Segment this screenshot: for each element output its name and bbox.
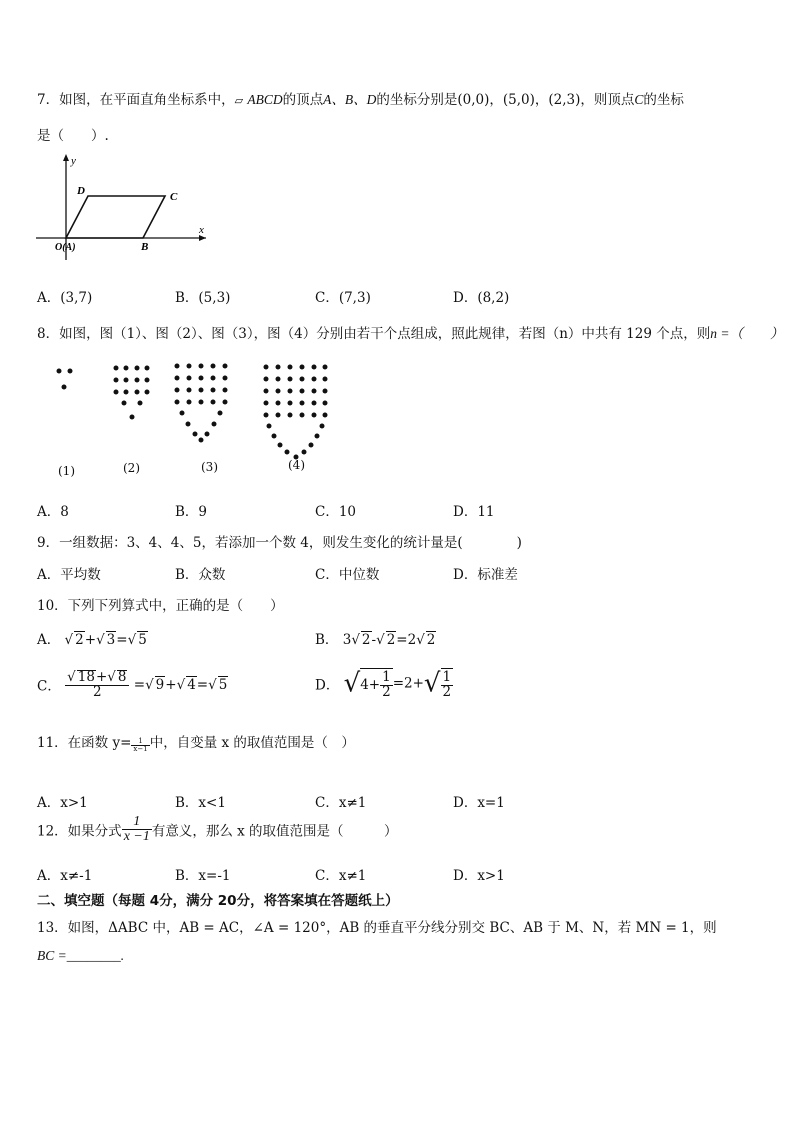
q11-option-c: C．x≠1 <box>315 795 367 811</box>
q7-option-b: B．(5,3) <box>175 290 231 306</box>
point-O-label: O(A) <box>55 242 76 253</box>
dot-figure-4 <box>264 365 328 460</box>
q9-option-b: B．众数 <box>175 567 226 583</box>
section-2-title: 二、填空题（每题 4分，满分 20分，将答案填在答题纸上） <box>37 893 399 909</box>
point-C-label: C <box>170 191 178 203</box>
q8-option-c: C．10 <box>315 504 357 520</box>
q7-parallelogram-figure <box>36 152 216 264</box>
q9-text: 9．一组数据：3、4、4、5，若添加一个数 4，则发生变化的统计量是( ) <box>37 535 522 551</box>
q10-option-c: C． √ $\frac{18+√ 8}{2}$ =√ 9+√ 4=√ 5 <box>37 670 228 699</box>
q8-fig-label-1: (1) <box>58 464 75 478</box>
q7-line2: 是（ ）. <box>37 128 109 144</box>
parallelogram-icon: ▱ <box>234 94 244 107</box>
q11-option-a: A．x>1 <box>37 795 88 811</box>
q12-option-b: B．x=-1 <box>175 868 231 884</box>
q12-option-a: A．x≠-1 <box>37 868 93 884</box>
y-axis-label: y <box>71 155 76 167</box>
q12-option-d: D．x>1 <box>453 868 505 884</box>
q8-fig-label-3: (3) <box>201 460 218 474</box>
q11-text: 11．在函数 y= $\frac{1}{x-1}$ 中，自变量 x 的取值范围是（ ） <box>37 735 355 753</box>
dot-figure-3 <box>175 364 228 443</box>
q8-option-a: A．8 <box>37 504 69 520</box>
dot-figure-1 <box>57 369 73 390</box>
q10-option-b: B． 3√ 2-√ 2=2√ 2 <box>315 628 436 648</box>
point-B-label: B <box>141 241 149 253</box>
q7-option-c: C．(7,3) <box>315 290 371 306</box>
q8-fig-label-4: (4) <box>288 458 305 472</box>
q7-option-a: A．(3,7) <box>37 290 93 306</box>
q9-option-a: A．平均数 <box>37 567 101 583</box>
q11-option-d: D．x=1 <box>453 795 505 811</box>
q8-fig-label-2: (2) <box>123 461 140 475</box>
x-axis-label: x <box>199 224 204 236</box>
q12-option-c: C．x≠1 <box>315 868 367 884</box>
q8-option-b: B．9 <box>175 504 208 520</box>
q10-option-d: D． √4+ $\frac{1}{2}$ =2+√ $\frac{1}{2}$ <box>315 668 452 700</box>
q9-option-d: D．标准差 <box>453 567 518 583</box>
q8-option-d: D．11 <box>453 504 495 520</box>
dot-figure-2 <box>114 366 150 420</box>
q13-text: 13．如图，ΔABC 中，AB = AC，∠A = 120°，AB 的垂直平分线分别交 BC、AB 于 M、N，若 MN = 1，则 <box>37 920 717 936</box>
q11-option-b: B．x<1 <box>175 795 226 811</box>
q7-line1: 7．如图，在平面直角坐标系中，▱ ABCD的顶点A、B、D的坐标分别是(0,0)，(5,0)，(2,3)，则顶点C的坐标 <box>37 92 684 108</box>
q10-text: 10．下列下列算式中，正确的是（ ） <box>37 598 284 614</box>
point-D-label: D <box>77 185 85 197</box>
q9-option-c: C．中位数 <box>315 567 380 583</box>
q10-option-a: A． √ 2+√ 3=√ 5 <box>37 628 148 648</box>
q7-option-d: D．(8,2) <box>453 290 510 306</box>
q13-answer-line: BC =________. <box>37 948 125 963</box>
q8-text: 8．如图，图（1）、图（2）、图（3），图（4）分别由若干个点组成，照此规律，若图（n）中共有 129 个点，则n =（ ） <box>37 326 784 342</box>
q12-text: 12．如果分式 $\frac{1}{x -1}$ 有意义，那么 x 的取值范围是（ ） <box>37 814 398 844</box>
